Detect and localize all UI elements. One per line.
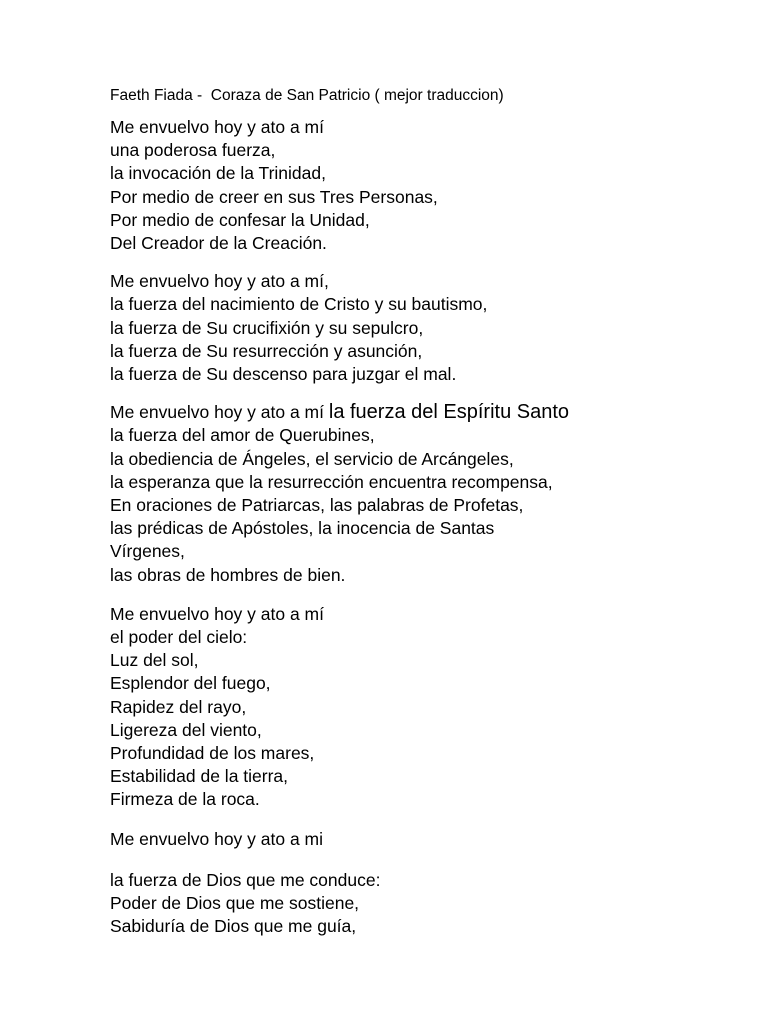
poem-line: las prédicas de Apóstoles, la inocencia de Santas (110, 518, 495, 539)
poem-line: la esperanza que la resurrección encuentra recompensa, (110, 471, 553, 492)
poem-line: la fuerza de Su descenso para juzgar el mal. (110, 364, 457, 385)
poem-line: Vírgenes, (110, 541, 185, 562)
stanza-6 (110, 869, 750, 939)
poem-line: Ligereza del viento, (110, 719, 262, 740)
stanza-5 (110, 828, 750, 851)
poem-line: Luz del sol, (110, 650, 199, 671)
poem-line: Profundidad de los mares, (110, 743, 315, 764)
document-page (110, 86, 750, 939)
stanza-3 (110, 401, 750, 587)
poem-line: Me envuelvo hoy y ato a mi (110, 828, 324, 849)
poem-line: Estabilidad de la tierra, (110, 766, 289, 787)
stanza-2 (110, 270, 750, 386)
poem-line: Me envuelvo hoy y ato a mí (110, 117, 324, 137)
poem-line: la fuerza del amor de Querubines, (110, 425, 375, 446)
poem-line: la fuerza de Su crucifixión y su sepulcro, (110, 317, 424, 338)
poem-line: la fuerza de Dios que me conduce: (110, 869, 381, 890)
poem-line: Por medio de creer en sus Tres Personas, (110, 186, 438, 207)
poem-line: la obediencia de Ángeles, el servicio de Arcángeles, (110, 448, 514, 469)
poem-line: En oraciones de Patriarcas, las palabras de Profetas, (110, 495, 524, 516)
poem-line: Del Creador de la Creación. (110, 233, 327, 254)
poem-line-emphasis: la fuerza del Espíritu Santo (328, 401, 570, 424)
poem-line: la fuerza de Su resurrección y asunción, (110, 340, 423, 361)
stanza-1 (110, 116, 750, 255)
poem-line-start: Me envuelvo hoy y ato a mí (110, 402, 329, 423)
poem-line: el poder del cielo: (110, 627, 248, 648)
poem-line: Firmeza de la roca. (110, 789, 260, 810)
poem-line: Poder de Dios que me sostiene, (110, 893, 360, 914)
poem-line: la fuerza del nacimiento de Cristo y su bautismo, (110, 294, 488, 315)
stanza-4 (110, 603, 750, 812)
poem-line: Sabiduría de Dios que me guía, (110, 916, 357, 937)
poem-line: las obras de hombres de bien. (110, 564, 346, 585)
poem-line: Me envuelvo hoy y ato a mí (110, 603, 324, 624)
poem-line-mixed (110, 401, 750, 424)
poem-line: la invocación de la Trinidad, (110, 163, 326, 184)
poem-line: Por medio de confesar la Unidad, (110, 209, 370, 230)
poem-line: Esplendor del fuego, (110, 673, 271, 694)
poem-line: Me envuelvo hoy y ato a mí, (110, 271, 329, 292)
poem-line: Rapidez del rayo, (110, 696, 247, 717)
poem-line: una poderosa fuerza, (110, 140, 276, 161)
document-title: Faeth Fiada - Coraza de San Patricio ( mejor traduccion) (110, 87, 504, 104)
